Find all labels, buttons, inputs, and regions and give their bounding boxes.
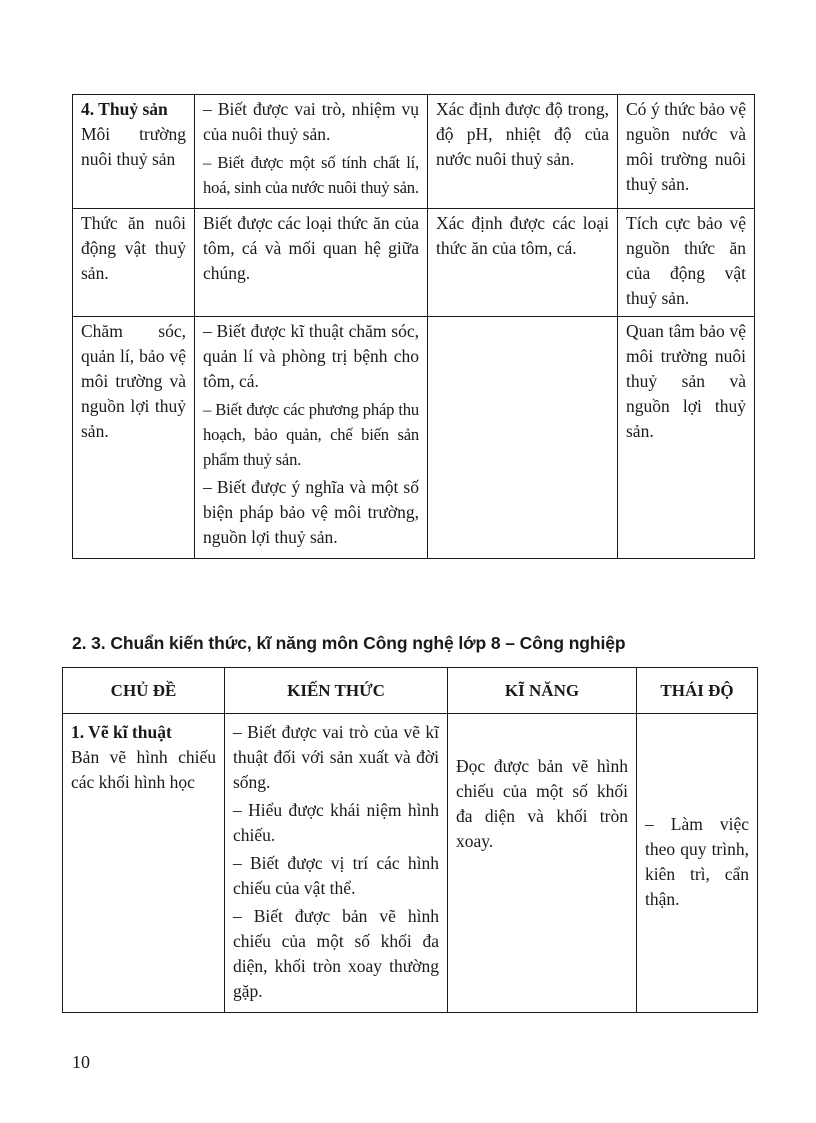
table-row [73,95,755,209]
knowledge-item: – Biết được vai trò của vẽ kĩ thuật đối với sản xuất và đời sống. [233,722,439,792]
skill-cell: Xác định được độ trong, độ pH, nhiệt độ của nước nuôi thuỷ sản. [428,95,618,209]
header-topic: CHỦ ĐỀ [63,668,225,714]
topic-title: 4. Thuỷ sản [81,99,168,119]
page-number: 10 [72,1052,90,1072]
topic-title: 1. Vẽ kĩ thuật [71,722,172,742]
header-knowledge: KIẾN THỨC [225,668,448,714]
skill-cell: Đọc được bản vẽ hình chiếu của một số khối đa diện và khối tròn xoay. [448,714,637,1013]
section-heading: 2. 3. Chuẩn kiến thức, kĩ năng môn Công nghệ lớp 8 – Công nghiệp [72,633,626,653]
knowledge-item: – Biết được ý nghĩa và một số biện pháp bảo vệ môi trường, nguồn lợi thuỷ sản. [203,477,419,547]
topic-cell [73,95,195,209]
knowledge-item: – Biết được kĩ thuật chăm sóc, quản lí và phòng trị bệnh cho tôm, cá. [203,321,419,391]
table-row [73,317,755,559]
topic-text: Môi trường nuôi thuỷ sản [81,124,186,169]
attitude-cell: Có ý thức bảo vệ nguồn nước và môi trường nuôi thuỷ sản. [618,95,755,209]
topic-cell [63,714,225,1013]
topic-cell: Thức ăn nuôi động vật thuỷ sản. [73,209,195,317]
topic-text: Bản vẽ hình chiếu các khối hình học [71,747,216,792]
standards-table-industry [62,667,758,1013]
knowledge-item: – Biết được một số tính chất lí, hoá, sinh của nước nuôi thuỷ sản. [203,153,419,197]
table-row [63,714,758,1013]
topic-cell: Chăm sóc, quản lí, bảo vệ môi trường và nguồn lợi thuỷ sản. [73,317,195,559]
attitude-cell: Quan tâm bảo vệ môi trường nuôi thuỷ sản và nguồn lợi thuỷ sản. [618,317,755,559]
skill-cell: Xác định được các loại thức ăn của tôm, cá. [428,209,618,317]
knowledge-item: – Biết được bản vẽ hình chiếu của một số khối đa diện, khối tròn xoay thường gặp. [233,906,439,1001]
skill-cell [428,317,618,559]
header-skill: KĨ NĂNG [448,668,637,714]
table-header-row [63,668,758,714]
table-row [73,209,755,317]
standards-table-agriculture [72,94,755,559]
knowledge-item: – Biết được vai trò, nhiệm vụ của nuôi thuỷ sản. [203,99,419,144]
knowledge-item: – Hiểu được khái niệm hình chiếu. [233,800,439,845]
knowledge-cell [225,714,448,1013]
knowledge-cell [195,95,428,209]
knowledge-cell [195,317,428,559]
knowledge-cell: Biết được các loại thức ăn của tôm, cá và mối quan hệ giữa chúng. [195,209,428,317]
knowledge-item: – Biết được các phương pháp thu hoạch, bảo quản, chế biến sản phẩm thuỷ sản. [203,400,419,469]
attitude-cell: – Làm việc theo quy trình, kiên trì, cẩn thận. [637,714,758,1013]
knowledge-item: – Biết được vị trí các hình chiếu của vật thể. [233,853,439,898]
header-attitude: THÁI ĐỘ [637,668,758,714]
attitude-cell: Tích cực bảo vệ nguồn thức ăn của động vật thuỷ sản. [618,209,755,317]
